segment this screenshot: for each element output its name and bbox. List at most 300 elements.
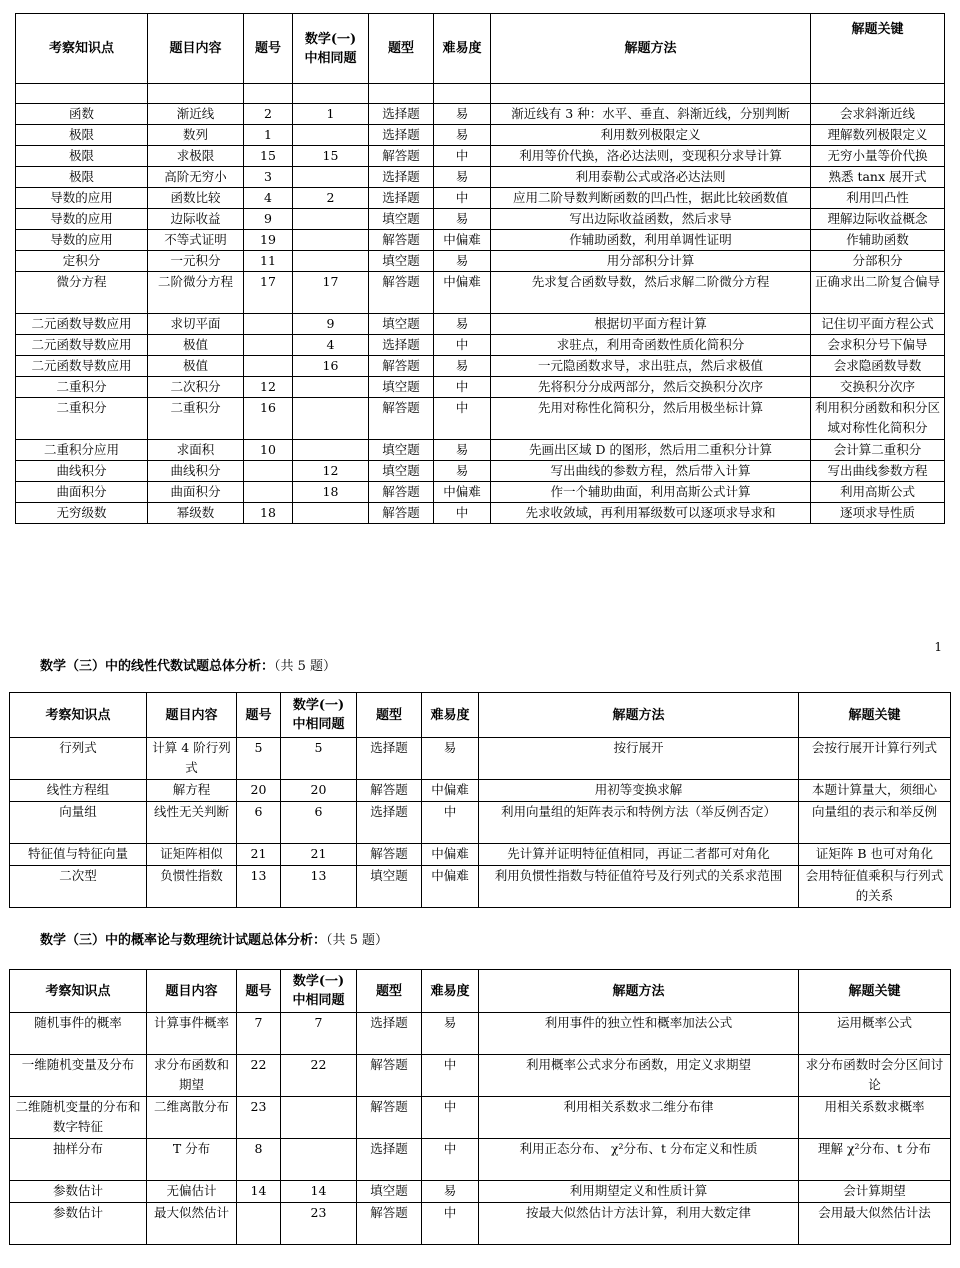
solution-method-cell: 应用二阶导数判断函数的凹凸性，据此比较函数值	[491, 188, 811, 209]
same-as-math1-cell	[293, 251, 369, 272]
same-as-math1-cell	[293, 377, 369, 398]
question-type-cell: 解答题	[369, 272, 434, 314]
question-type-cell: 填空题	[369, 377, 434, 398]
knowledge-point-cell: 二重积分	[16, 398, 148, 440]
header-solution-method: 解题方法	[479, 970, 799, 1013]
solution-method-cell: 利用向量组的矩阵表示和特例方法（举反例否定）	[479, 802, 799, 844]
table-row	[16, 209, 945, 230]
question-type-cell: 选择题	[357, 1139, 422, 1181]
difficulty-cell: 中偏难	[422, 866, 479, 908]
table-row	[16, 482, 945, 503]
table-row	[16, 440, 945, 461]
question-type-cell: 填空题	[369, 251, 434, 272]
table-row	[16, 104, 945, 125]
question-type-cell: 选择题	[357, 738, 422, 780]
difficulty-cell: 中	[434, 398, 491, 440]
knowledge-point-cell: 极限	[16, 125, 148, 146]
linear-algebra-caption-text: 数学（三）中的线性代数试题总体分析：	[40, 659, 275, 674]
solution-method-cell: 用初等变换求解	[479, 780, 799, 802]
knowledge-point-cell: 二维随机变量的分布和数字特征	[10, 1097, 147, 1139]
table-row	[10, 1097, 951, 1139]
same-as-math1-cell	[281, 1139, 357, 1181]
header-solution-method: 解题方法	[479, 693, 799, 738]
difficulty-cell: 易	[434, 251, 491, 272]
question-type-cell: 填空题	[369, 440, 434, 461]
solution-key-cell: 写出曲线参数方程	[811, 461, 945, 482]
same-as-math1-cell: 4	[293, 335, 369, 356]
solution-key-cell: 理解数列极限定义	[811, 125, 945, 146]
table-row	[10, 780, 951, 802]
same-as-math1-cell: 16	[293, 356, 369, 377]
same-as-math1-cell	[293, 209, 369, 230]
question-number-cell: 12	[244, 377, 293, 398]
table-row	[16, 125, 945, 146]
solution-method-cell: 按最大似然估计方法计算，利用大数定律	[479, 1203, 799, 1245]
knowledge-point-cell: 导数的应用	[16, 188, 148, 209]
difficulty-cell: 中	[434, 377, 491, 398]
probability-count: （共 5 题）	[326, 933, 389, 948]
header-solution-method: 解题方法	[491, 14, 811, 84]
question-type-cell: 选择题	[369, 125, 434, 146]
table-row	[16, 230, 945, 251]
question-number-cell: 22	[237, 1055, 281, 1097]
knowledge-point-cell: 无穷级数	[16, 503, 148, 524]
solution-method-cell: 按行展开	[479, 738, 799, 780]
question-type-cell: 选择题	[369, 188, 434, 209]
probability-caption	[40, 929, 388, 948]
same-as-math1-cell: 5	[281, 738, 357, 780]
question-type-cell: 填空题	[357, 866, 422, 908]
table-row	[16, 188, 945, 209]
difficulty-cell: 中偏难	[422, 844, 479, 866]
solution-key-cell: 会求积分号下偏导	[811, 335, 945, 356]
question-content-cell: 计算事件概率	[147, 1013, 237, 1055]
question-number-cell: 1	[244, 125, 293, 146]
knowledge-point-cell: 函数	[16, 104, 148, 125]
same-as-math1-cell: 2	[293, 188, 369, 209]
same-as-math1-cell: 13	[281, 866, 357, 908]
same-as-math1-cell	[293, 230, 369, 251]
solution-key-cell: 利用高斯公式	[811, 482, 945, 503]
question-content-cell: 求极限	[148, 146, 244, 167]
header-question-number: 题号	[244, 14, 293, 84]
difficulty-cell: 易	[434, 356, 491, 377]
probability-body	[10, 1013, 951, 1245]
calculus-body	[16, 84, 945, 524]
question-number-cell: 3	[244, 167, 293, 188]
solution-key-cell: 交换积分次序	[811, 377, 945, 398]
knowledge-point-cell: 一维随机变量及分布	[10, 1055, 147, 1097]
solution-method-cell: 渐近线有 3 种：水平、垂直、斜渐近线，分别判断	[491, 104, 811, 125]
question-number-cell: 13	[237, 866, 281, 908]
knowledge-point-cell: 曲面积分	[16, 482, 148, 503]
header-question-content: 题目内容	[147, 970, 237, 1013]
difficulty-cell: 中	[422, 1203, 479, 1245]
solution-key-cell: 作辅助函数	[811, 230, 945, 251]
header-knowledge-point: 考察知识点	[10, 693, 147, 738]
question-number-cell	[244, 335, 293, 356]
knowledge-point-cell: 二重积分	[16, 377, 148, 398]
difficulty-cell: 易	[434, 125, 491, 146]
same-as-math1-cell: 12	[293, 461, 369, 482]
page-number: 1	[934, 640, 942, 654]
solution-key-cell: 向量组的表示和举反例	[799, 802, 951, 844]
question-content-cell: 幂级数	[148, 503, 244, 524]
header-question-content: 题目内容	[147, 693, 237, 738]
table-row	[10, 738, 951, 780]
question-type-cell: 填空题	[357, 1181, 422, 1203]
question-number-cell: 17	[244, 272, 293, 314]
same-as-math1-cell: 7	[281, 1013, 357, 1055]
question-number-cell: 2	[244, 104, 293, 125]
question-content-cell: 函数比较	[148, 188, 244, 209]
header-same-as-math1: 数学(一) 中相同题	[293, 14, 369, 84]
same-as-math1-cell: 9	[293, 314, 369, 335]
question-content-cell: 求切平面	[148, 314, 244, 335]
question-type-cell: 解答题	[357, 780, 422, 802]
solution-method-cell: 一元隐函数求导，求出驻点，然后求极值	[491, 356, 811, 377]
solution-key-cell: 理解边际收益概念	[811, 209, 945, 230]
question-type-cell: 填空题	[369, 209, 434, 230]
question-content-cell: 边际收益	[148, 209, 244, 230]
knowledge-point-cell: 极限	[16, 167, 148, 188]
same-as-math1-cell	[293, 398, 369, 440]
question-number-cell: 7	[237, 1013, 281, 1055]
header-same-as-math1: 数学(一) 中相同题	[281, 693, 357, 738]
question-type-cell: 填空题	[369, 314, 434, 335]
same-as-math1-cell: 14	[281, 1181, 357, 1203]
linear-algebra-caption	[40, 655, 336, 674]
table-row	[10, 1013, 951, 1055]
same-as-math1-cell: 23	[281, 1203, 357, 1245]
header-row	[10, 970, 951, 1013]
knowledge-point-cell: 极限	[16, 146, 148, 167]
question-content-cell	[148, 84, 244, 104]
question-type-cell: 解答题	[369, 230, 434, 251]
question-content-cell: 曲线积分	[148, 461, 244, 482]
solution-method-cell: 求驻点，利用奇函数性质化简积分	[491, 335, 811, 356]
same-as-math1-cell: 20	[281, 780, 357, 802]
question-content-cell: 线性无关判断	[147, 802, 237, 844]
solution-method-cell	[491, 84, 811, 104]
same-as-math1-cell	[293, 84, 369, 104]
same-as-math1-cell	[293, 167, 369, 188]
question-content-cell: 无偏估计	[147, 1181, 237, 1203]
header-question-type: 题型	[357, 693, 422, 738]
solution-method-cell: 作一个辅助曲面，利用高斯公式计算	[491, 482, 811, 503]
same-as-math1-cell: 15	[293, 146, 369, 167]
header-difficulty: 难易度	[434, 14, 491, 84]
difficulty-cell: 中偏难	[434, 230, 491, 251]
table-row	[16, 461, 945, 482]
question-type-cell: 解答题	[357, 844, 422, 866]
question-type-cell: 解答题	[357, 1203, 422, 1245]
knowledge-point-cell: 随机事件的概率	[10, 1013, 147, 1055]
solution-key-cell: 会求斜渐近线	[811, 104, 945, 125]
probability-table	[9, 969, 951, 1245]
question-number-cell: 23	[237, 1097, 281, 1139]
question-type-cell: 解答题	[369, 146, 434, 167]
difficulty-cell: 中	[434, 146, 491, 167]
solution-key-cell: 会求隐函数导数	[811, 356, 945, 377]
knowledge-point-cell: 向量组	[10, 802, 147, 844]
table-row	[16, 314, 945, 335]
solution-method-cell: 利用概率公式求分布函数，用定义求期望	[479, 1055, 799, 1097]
header-knowledge-point: 考察知识点	[10, 970, 147, 1013]
question-number-cell: 10	[244, 440, 293, 461]
question-content-cell: 二阶微分方程	[148, 272, 244, 314]
question-number-cell: 9	[244, 209, 293, 230]
table-row	[16, 503, 945, 524]
question-type-cell: 选择题	[369, 335, 434, 356]
table-row	[10, 1181, 951, 1203]
question-type-cell: 解答题	[357, 1055, 422, 1097]
difficulty-cell: 易	[422, 1013, 479, 1055]
question-type-cell: 解答题	[357, 1097, 422, 1139]
question-type-cell: 选择题	[357, 1013, 422, 1055]
question-content-cell: 最大似然估计	[147, 1203, 237, 1245]
difficulty-cell: 易	[422, 1181, 479, 1203]
solution-method-cell: 利用等价代换，洛必达法则，变现积分求导计算	[491, 146, 811, 167]
table-row	[10, 1139, 951, 1181]
difficulty-cell: 易	[434, 167, 491, 188]
difficulty-cell	[434, 84, 491, 104]
solution-key-cell: 运用概率公式	[799, 1013, 951, 1055]
question-content-cell: 二次积分	[148, 377, 244, 398]
probability-caption-text: 数学（三）中的概率论与数理统计试题总体分析：	[40, 933, 327, 948]
difficulty-cell: 中	[422, 802, 479, 844]
header-same-as-math1: 数学(一) 中相同题	[281, 970, 357, 1013]
solution-key-cell: 分部积分	[811, 251, 945, 272]
solution-method-cell: 写出曲线的参数方程，然后带入计算	[491, 461, 811, 482]
question-type-cell: 解答题	[369, 482, 434, 503]
question-content-cell: 极值	[148, 356, 244, 377]
solution-key-cell: 本题计算量大，须细心	[799, 780, 951, 802]
question-content-cell: 二重积分	[148, 398, 244, 440]
question-number-cell	[244, 314, 293, 335]
question-number-cell: 18	[244, 503, 293, 524]
difficulty-cell: 易	[434, 461, 491, 482]
question-type-cell: 选择题	[369, 104, 434, 125]
solution-method-cell: 先用对称性化简积分，然后用极坐标计算	[491, 398, 811, 440]
header-solution-key: 解题关键	[799, 693, 951, 738]
solution-key-cell: 无穷小量等价代换	[811, 146, 945, 167]
question-type-cell: 填空题	[369, 461, 434, 482]
question-content-cell: 不等式证明	[148, 230, 244, 251]
question-content-cell: 高阶无穷小	[148, 167, 244, 188]
difficulty-cell: 中	[434, 188, 491, 209]
knowledge-point-cell: 导数的应用	[16, 209, 148, 230]
solution-key-cell: 记住切平面方程公式	[811, 314, 945, 335]
question-number-cell: 16	[244, 398, 293, 440]
knowledge-point-cell: 参数估计	[10, 1203, 147, 1245]
header-question-number: 题号	[237, 693, 281, 738]
header-difficulty: 难易度	[422, 970, 479, 1013]
solution-key-cell: 利用凹凸性	[811, 188, 945, 209]
solution-key-cell: 会计算二重积分	[811, 440, 945, 461]
knowledge-point-cell: 线性方程组	[10, 780, 147, 802]
difficulty-cell: 易	[434, 440, 491, 461]
same-as-math1-cell	[293, 503, 369, 524]
knowledge-point-cell: 定积分	[16, 251, 148, 272]
same-as-math1-cell: 17	[293, 272, 369, 314]
question-number-cell: 21	[237, 844, 281, 866]
question-number-cell	[244, 356, 293, 377]
difficulty-cell: 中	[422, 1139, 479, 1181]
question-number-cell: 14	[237, 1181, 281, 1203]
question-number-cell: 4	[244, 188, 293, 209]
header-solution-key: 解题关键	[811, 14, 945, 84]
question-content-cell: 求分布函数和期望	[147, 1055, 237, 1097]
question-content-cell: 渐近线	[148, 104, 244, 125]
same-as-math1-cell: 6	[281, 802, 357, 844]
table-row	[16, 84, 945, 104]
knowledge-point-cell: 二元函数导数应用	[16, 356, 148, 377]
table-row	[16, 167, 945, 188]
knowledge-point-cell: 微分方程	[16, 272, 148, 314]
linear-algebra-body	[10, 738, 951, 908]
same-as-math1-cell	[293, 440, 369, 461]
difficulty-cell: 易	[434, 314, 491, 335]
question-content-cell: 曲面积分	[148, 482, 244, 503]
question-number-cell: 11	[244, 251, 293, 272]
knowledge-point-cell: 行列式	[10, 738, 147, 780]
question-content-cell: 极值	[148, 335, 244, 356]
same-as-math1-cell	[281, 1097, 357, 1139]
header-difficulty: 难易度	[422, 693, 479, 738]
solution-key-cell: 会用特征值乘积与行列式的关系	[799, 866, 951, 908]
solution-key-cell: 逐项求导性质	[811, 503, 945, 524]
solution-method-cell: 作辅助函数，利用单调性证明	[491, 230, 811, 251]
difficulty-cell: 中	[422, 1055, 479, 1097]
solution-method-cell: 先画出区域 D 的图形，然后用二重积分计算	[491, 440, 811, 461]
question-type-cell: 解答题	[369, 356, 434, 377]
same-as-math1-cell: 18	[293, 482, 369, 503]
question-type-cell: 选择题	[369, 167, 434, 188]
question-content-cell: 求面积	[148, 440, 244, 461]
solution-method-cell: 根据切平面方程计算	[491, 314, 811, 335]
solution-method-cell: 利用泰勒公式或洛必达法则	[491, 167, 811, 188]
knowledge-point-cell: 参数估计	[10, 1181, 147, 1203]
table-row	[16, 356, 945, 377]
question-type-cell: 选择题	[357, 802, 422, 844]
question-number-cell: 5	[237, 738, 281, 780]
difficulty-cell: 中	[434, 335, 491, 356]
difficulty-cell: 易	[422, 738, 479, 780]
table-row	[16, 251, 945, 272]
question-number-cell: 19	[244, 230, 293, 251]
knowledge-point-cell: 抽样分布	[10, 1139, 147, 1181]
question-number-cell	[244, 461, 293, 482]
header-knowledge-point: 考察知识点	[16, 14, 148, 84]
solution-method-cell: 先求收敛域，再利用幂级数可以逐项求导求和	[491, 503, 811, 524]
table-row	[16, 335, 945, 356]
knowledge-point-cell	[16, 84, 148, 104]
table-row	[10, 802, 951, 844]
table-row	[16, 272, 945, 314]
header-question-content: 题目内容	[148, 14, 244, 84]
solution-key-cell: 用相关系数求概率	[799, 1097, 951, 1139]
question-content-cell: 二维离散分布	[147, 1097, 237, 1139]
difficulty-cell: 易	[434, 104, 491, 125]
header-question-number: 题号	[237, 970, 281, 1013]
solution-method-cell: 利用期望定义和性质计算	[479, 1181, 799, 1203]
solution-method-cell: 先求复合函数导数，然后求解二阶微分方程	[491, 272, 811, 314]
header-question-type: 题型	[369, 14, 434, 84]
table-row	[16, 377, 945, 398]
solution-key-cell: 正确求出二阶复合偏导	[811, 272, 945, 314]
question-content-cell: T 分布	[147, 1139, 237, 1181]
same-as-math1-cell: 22	[281, 1055, 357, 1097]
difficulty-cell: 中偏难	[434, 482, 491, 503]
same-as-math1-cell: 1	[293, 104, 369, 125]
knowledge-point-cell: 曲线积分	[16, 461, 148, 482]
question-content-cell: 负惯性指数	[147, 866, 237, 908]
same-as-math1-cell	[293, 125, 369, 146]
question-number-cell: 6	[237, 802, 281, 844]
solution-key-cell: 熟悉 tanx 展开式	[811, 167, 945, 188]
question-content-cell: 计算 4 阶行列式	[147, 738, 237, 780]
question-content-cell: 一元积分	[148, 251, 244, 272]
table-row	[16, 398, 945, 440]
solution-key-cell	[811, 84, 945, 104]
header-solution-key: 解题关键	[799, 970, 951, 1013]
knowledge-point-cell: 二元函数导数应用	[16, 335, 148, 356]
solution-method-cell: 利用正态分布、 χ²分布、t 分布定义和性质	[479, 1139, 799, 1181]
difficulty-cell: 中偏难	[434, 272, 491, 314]
solution-key-cell: 会计算期望	[799, 1181, 951, 1203]
solution-key-cell: 利用积分函数和积分区域对称性化简积分	[811, 398, 945, 440]
solution-method-cell: 先将积分分成两部分，然后交换积分次序	[491, 377, 811, 398]
solution-method-cell: 利用相关系数求二维分布律	[479, 1097, 799, 1139]
knowledge-point-cell: 二元函数导数应用	[16, 314, 148, 335]
table-row	[10, 1203, 951, 1245]
question-number-cell	[244, 84, 293, 104]
solution-method-cell: 写出边际收益函数，然后求导	[491, 209, 811, 230]
solution-key-cell: 理解 χ²分布、t 分布	[799, 1139, 951, 1181]
difficulty-cell: 中偏难	[422, 780, 479, 802]
question-type-cell: 解答题	[369, 398, 434, 440]
same-as-math1-cell: 21	[281, 844, 357, 866]
linear-algebra-table	[9, 692, 951, 908]
question-content-cell: 解方程	[147, 780, 237, 802]
question-number-cell	[244, 482, 293, 503]
question-type-cell	[369, 84, 434, 104]
difficulty-cell: 中	[422, 1097, 479, 1139]
solution-key-cell: 会用最大似然估计法	[799, 1203, 951, 1245]
header-row	[10, 693, 951, 738]
knowledge-point-cell: 导数的应用	[16, 230, 148, 251]
header-row	[16, 14, 945, 84]
knowledge-point-cell: 二重积分应用	[16, 440, 148, 461]
calculus-analysis-table	[15, 13, 945, 524]
solution-key-cell: 证矩阵 B 也可对角化	[799, 844, 951, 866]
question-number-cell	[237, 1203, 281, 1245]
solution-method-cell: 先计算并证明特征值相同，再证二者都可对角化	[479, 844, 799, 866]
difficulty-cell: 中	[434, 503, 491, 524]
difficulty-cell: 易	[434, 209, 491, 230]
question-content-cell: 数列	[148, 125, 244, 146]
question-number-cell: 15	[244, 146, 293, 167]
question-content-cell: 证矩阵相似	[147, 844, 237, 866]
header-question-type: 题型	[357, 970, 422, 1013]
knowledge-point-cell: 二次型	[10, 866, 147, 908]
question-number-cell: 8	[237, 1139, 281, 1181]
solution-method-cell: 利用负惯性指数与特征值符号及行列式的关系求范围	[479, 866, 799, 908]
solution-key-cell: 求分布函数时会分区间讨论	[799, 1055, 951, 1097]
table-row	[10, 844, 951, 866]
solution-method-cell: 利用事件的独立性和概率加法公式	[479, 1013, 799, 1055]
